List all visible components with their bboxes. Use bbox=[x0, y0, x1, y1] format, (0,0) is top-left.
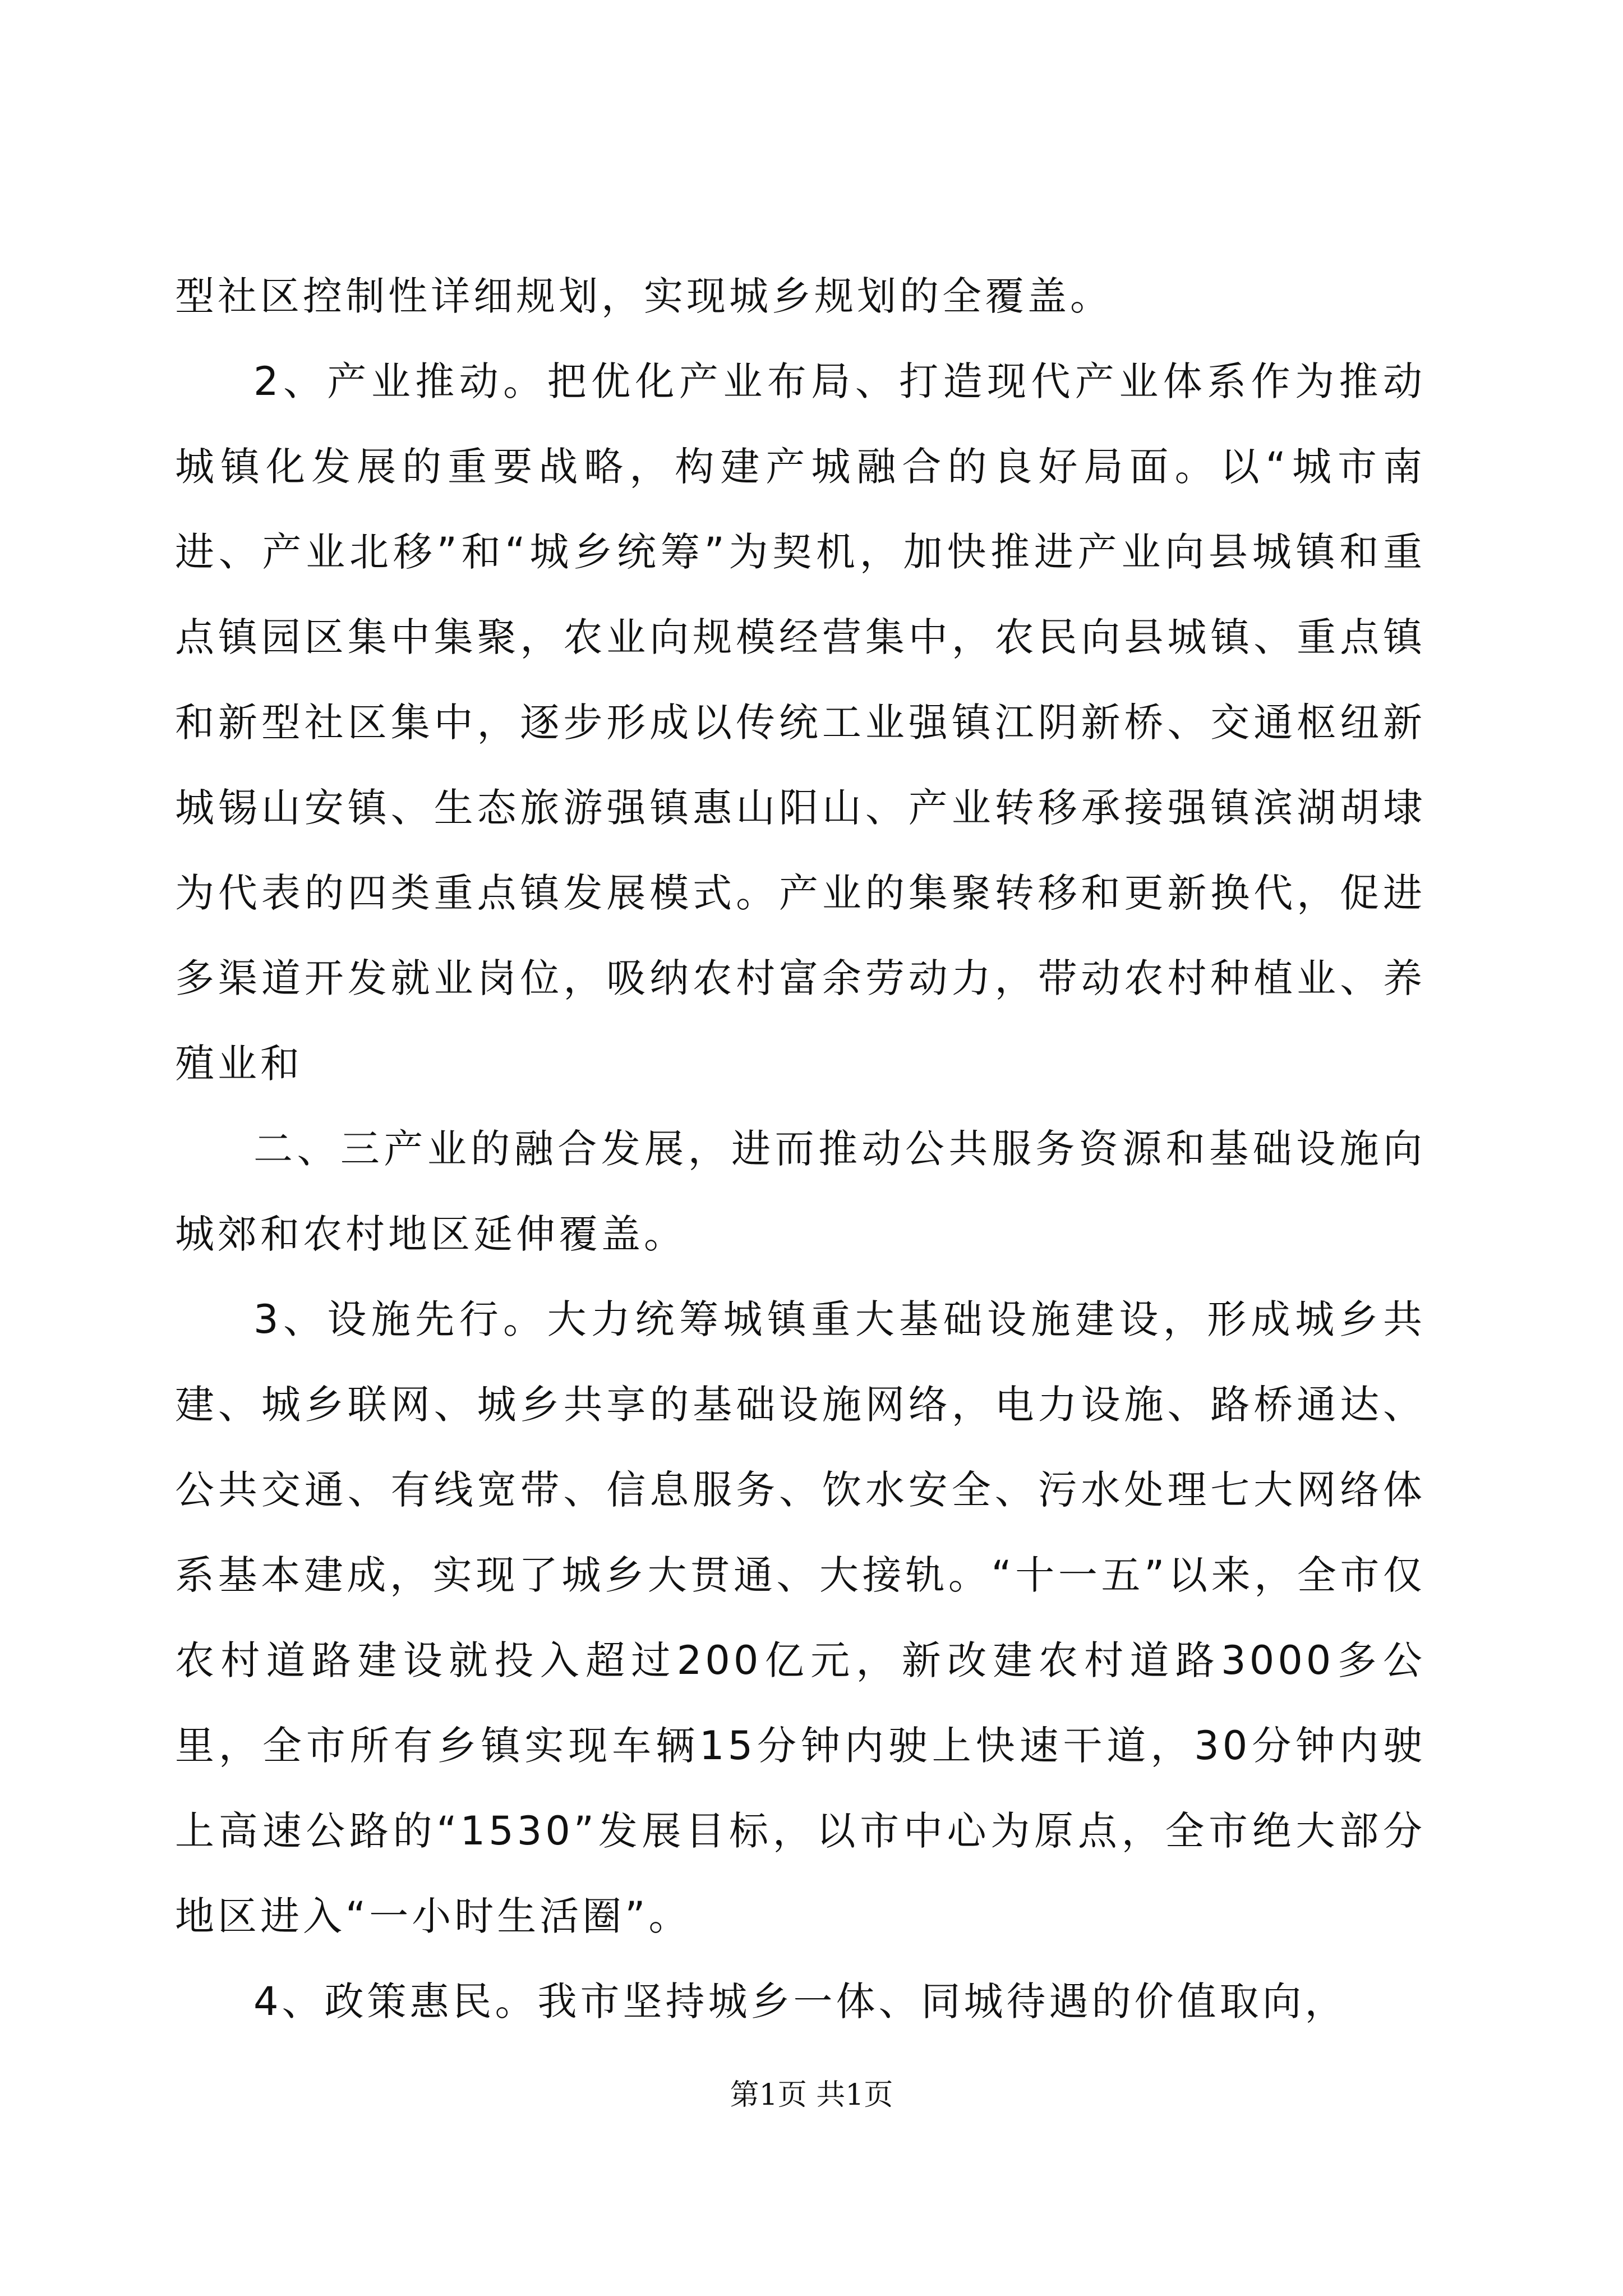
paragraph-5: 4、政策惠民。我市坚持城乡一体、同城待遇的价值取向， bbox=[253, 1978, 1348, 2024]
paragraph-4: 3、设施先行。大力统筹城镇重大基础设施建设，形成城乡共建、城乡联网、城乡共享的基础设施网络，电力设施、路桥通达、公共交通、有线宽带、信息服务、饮水安全、污水处理七大网络体系基本建成，实现了城乡大贯通、大接轨。“十一五”以来，全市仅农村道路建设就投入超过200亿元，新改建农村道路3000多公里，全市所有乡镇实现车辆15分钟内驶上快速干道，30分钟内驶上高速公路的“1530”发展目标，以市中心为原点，全市绝大部分地区进入“一小时生活圈”。 bbox=[175, 1296, 1426, 1939]
paragraph-1: 型社区控制性详细规划，实现城乡规划的全覆盖。 bbox=[175, 273, 1113, 319]
page-number-footer: 第1页 共1页 bbox=[730, 2078, 893, 2112]
paragraph-2: 2、产业推动。把优化产业布局、打造现代产业体系作为推动城镇化发展的重要战略，构建产城融合的良好局面。以“城市南进、产业北移”和“城乡统筹”为契机，加快推进产业向县城镇和重点镇园区集中集聚，农业向规模经营集中，农民向县城镇、重点镇和新型社区集中，逐步形成以传统工业强镇江阴新桥、交通枢纽新城锡山安镇、生态旅游强镇惠山阳山、产业转移承接强镇滨湖胡埭为代表的四类重点镇发展模式。产业的集聚转移和更新换代，促进多渠道开发就业岗位，吸纳农村富余劳动力，带动农村种植业、养殖业和 bbox=[175, 358, 1426, 1087]
document-body bbox=[175, 254, 1426, 2044]
paragraph-3: 二、三产业的融合发展，进而推动公共服务资源和基础设施向城郊和农村地区延伸覆盖。 bbox=[175, 1126, 1426, 1257]
